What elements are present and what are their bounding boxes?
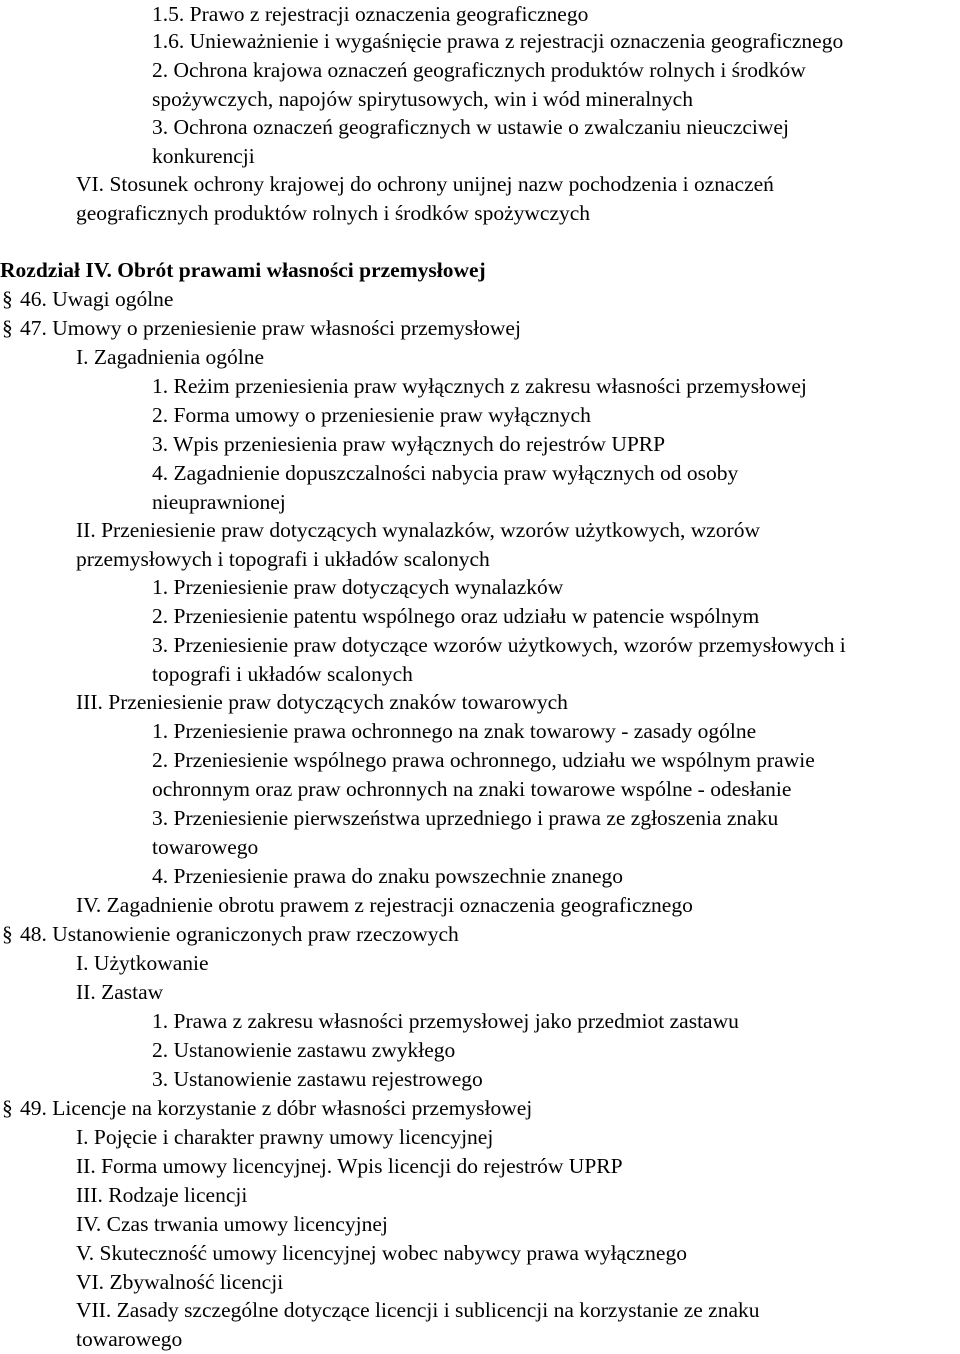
section-sign-icon: § xyxy=(2,922,13,946)
toc-entry xyxy=(76,978,163,1007)
toc-entry-continuation: geograficznych produktów rolnych i środków spożywczych xyxy=(76,201,591,225)
toc-entry-title xyxy=(76,893,693,917)
toc-entry xyxy=(76,891,693,920)
toc-entry xyxy=(2,285,173,314)
toc-entry xyxy=(152,459,738,488)
toc-entry-title xyxy=(152,374,807,398)
toc-entry xyxy=(76,1296,760,1325)
toc-entry-number: V. xyxy=(76,1241,95,1265)
toc-entry-number: 49. xyxy=(20,1096,47,1120)
toc-entry xyxy=(152,804,778,833)
toc-entry-text: Przeniesienie wspólnego prawa ochronnego, udziału we wspólnym prawie xyxy=(173,748,815,772)
toc-entry-title xyxy=(76,1125,493,1149)
toc-entry-text: Zbywalność licencji xyxy=(109,1270,284,1294)
toc-entry-title xyxy=(76,172,774,196)
toc-entry-title xyxy=(152,29,843,53)
toc-entry-number: 48. xyxy=(20,922,47,946)
toc-entry-number: I. xyxy=(76,951,89,975)
toc-entry-title xyxy=(152,719,756,743)
toc-entry-title xyxy=(152,604,759,628)
toc-entry-title xyxy=(20,287,173,311)
toc-entry-title xyxy=(20,922,459,946)
toc-entry-text: Wpis przeniesienia praw wyłącznych do rejestrów UPRP xyxy=(173,432,666,456)
toc-entry-title xyxy=(152,1038,455,1062)
toc-entry-title xyxy=(152,864,623,888)
toc-entry xyxy=(152,862,623,891)
toc-entry-title xyxy=(76,345,264,369)
toc-entry-text: Pojęcie i charakter prawny umowy licencyjnej xyxy=(93,1125,494,1149)
toc-entry-number: 47. xyxy=(20,316,47,340)
toc-entry-text: Zastaw xyxy=(101,980,164,1004)
toc-entry-text: Zagadnienie dopuszczalności nabycia praw wyłącznych od osoby xyxy=(173,461,739,485)
toc-entry xyxy=(152,573,563,602)
toc-entry-title xyxy=(20,1096,532,1120)
toc-entry-number: 1. xyxy=(152,374,169,398)
toc-entry-number: 2. xyxy=(152,58,169,82)
toc-entry-text: Forma umowy licencyjnej. Wpis licencji do rejestrów UPRP xyxy=(101,1154,623,1178)
toc-entry-title xyxy=(152,58,806,82)
toc-entry-title xyxy=(76,1241,687,1265)
toc-entry-continuation: przemysłowych i topografi i układów scalonych xyxy=(76,547,490,571)
toc-entry-text: Czas trwania umowy licencyjnej xyxy=(106,1212,388,1236)
toc-entry xyxy=(152,372,807,401)
toc-entry xyxy=(152,717,756,746)
toc-entry-continuation: ochronnym oraz praw ochronnych na znaki towarowe wspólne - odesłanie xyxy=(152,777,792,801)
toc-entry-number: I. xyxy=(76,345,89,369)
toc-entry-title xyxy=(152,575,563,599)
toc-entry-title xyxy=(76,518,760,542)
toc-entry xyxy=(152,113,789,142)
toc-entry-text: Prawa z zakresu własności przemysłowej jako przedmiot zastawu xyxy=(173,1009,739,1033)
toc-entry xyxy=(76,516,760,545)
toc-entry-number: 3. xyxy=(152,1067,169,1091)
toc-entry-number: 3. xyxy=(152,806,169,830)
toc-entry-title xyxy=(76,951,209,975)
toc-entry-text: Ochrona oznaczeń geograficznych w ustawie o zwalczaniu nieuczciwej xyxy=(173,115,789,139)
toc-entry-number: 1. xyxy=(152,575,169,599)
toc-entry-text: Forma umowy o przeniesienie praw wyłącznych xyxy=(173,403,591,427)
toc-entry-text: Przeniesienie patentu wspólnego oraz udziału w patencie wspólnym xyxy=(173,604,760,628)
toc-entry xyxy=(76,688,568,717)
toc-entry-number: 2. xyxy=(152,1038,169,1062)
toc-entry-text: Przeniesienie praw dotyczących znaków towarowych xyxy=(108,690,568,714)
toc-entry xyxy=(152,1007,739,1036)
toc-entry-title xyxy=(0,258,486,282)
toc-entry-text: Prawo z rejestracji oznaczenia geograficznego xyxy=(189,2,589,26)
toc-entry xyxy=(152,0,588,29)
toc-entry-number: VII. xyxy=(76,1298,112,1322)
toc-entry xyxy=(152,56,806,85)
toc-entry-continuation: topografi i układów scalonych xyxy=(152,662,413,686)
toc-entry xyxy=(152,1036,455,1065)
toc-entry-text: Przeniesienie prawa do znaku powszechnie znanego xyxy=(173,864,624,888)
toc-entry xyxy=(76,170,774,199)
toc-entry xyxy=(152,631,846,660)
toc-entry xyxy=(76,1268,283,1297)
toc-entry-title xyxy=(152,748,815,772)
toc-entry-number: VI. xyxy=(76,172,105,196)
toc-entry xyxy=(152,27,843,56)
toc-entry xyxy=(76,1152,623,1181)
toc-entry-number: 2. xyxy=(152,403,169,427)
toc-entry-text: Reżim przeniesienia praw wyłącznych z zakresu własności przemysłowej xyxy=(173,374,807,398)
toc-entry-title xyxy=(152,115,789,139)
toc-entry-number: VI. xyxy=(76,1270,105,1294)
toc-entry-number: I. xyxy=(76,1125,89,1149)
toc-entry-title xyxy=(76,1154,623,1178)
toc-entry-text: Rodzaje licencji xyxy=(108,1183,248,1207)
toc-entry-text: Ustanowienie zastawu zwykłego xyxy=(173,1038,456,1062)
toc-entry-number: Rozdział IV. xyxy=(0,258,112,282)
toc-entry xyxy=(152,1065,483,1094)
toc-entry-number: II. xyxy=(76,518,96,542)
toc-entry-text: Przeniesienie praw dotyczących wynalazków xyxy=(173,575,564,599)
toc-entry xyxy=(76,1239,687,1268)
toc-entry xyxy=(152,602,759,631)
toc-entry-text: Uwagi ogólne xyxy=(52,287,174,311)
toc-entry-number: II. xyxy=(76,980,96,1004)
toc-entry-number: 2. xyxy=(152,748,169,772)
toc-entry-text: Licencje na korzystanie z dóbr własności przemysłowej xyxy=(52,1096,533,1120)
toc-entry-text: Przeniesienie prawa ochronnego na znak towarowy - zasady ogólne xyxy=(173,719,757,743)
toc-entry-title xyxy=(152,806,778,830)
toc-entry-title xyxy=(76,1183,247,1207)
toc-entry xyxy=(2,1094,532,1123)
section-sign-icon: § xyxy=(2,1096,13,1120)
toc-entry-continuation: konkurencji xyxy=(152,144,255,168)
toc-entry-text: Ochrona krajowa oznaczeń geograficznych produktów rolnych i środków xyxy=(173,58,806,82)
toc-entry-number: 1. xyxy=(152,719,169,743)
toc-entry-title xyxy=(152,633,846,657)
toc-entry xyxy=(76,1123,493,1152)
toc-entry-text: Przeniesienie praw dotyczących wynalazków, wzorów użytkowych, wzorów xyxy=(101,518,760,542)
toc-entry-text: Przeniesienie pierwszeństwa uprzedniego i prawa ze zgłoszenia znaku xyxy=(173,806,779,830)
toc-entry xyxy=(152,430,665,459)
toc-entry-text: Ustanowienie zastawu rejestrowego xyxy=(173,1067,483,1091)
toc-entry xyxy=(76,1210,388,1239)
toc-entry-number: 4. xyxy=(152,461,169,485)
toc-entry-number: IV. xyxy=(76,893,102,917)
toc-entry xyxy=(152,401,591,430)
toc-entry-text: Stosunek ochrony krajowej do ochrony unijnej nazw pochodzenia i oznaczeń xyxy=(109,172,774,196)
toc-entry-number: IV. xyxy=(76,1212,102,1236)
toc-entry xyxy=(76,1181,247,1210)
toc-entry-text: Zasady szczególne dotyczące licencji i sublicencji na korzystanie ze znaku xyxy=(116,1298,760,1322)
toc-entry-title xyxy=(76,690,568,714)
toc-entry-title xyxy=(76,1298,760,1322)
toc-entry-continuation: towarowego xyxy=(152,835,259,859)
toc-entry-number: 46. xyxy=(20,287,47,311)
toc-entry-title xyxy=(152,1009,739,1033)
toc-entry-text: Unieważnienie i wygaśnięcie prawa z rejestracji oznaczenia geograficznego xyxy=(189,29,844,53)
toc-entry xyxy=(76,343,264,372)
toc-entry-text: Umowy o przeniesienie praw własności przemysłowej xyxy=(52,316,521,340)
toc-entry-text: Użytkowanie xyxy=(93,951,209,975)
toc-entry-continuation: nieuprawnionej xyxy=(152,490,286,514)
toc-entry-title xyxy=(152,432,665,456)
toc-entry-text: Zagadnienia ogólne xyxy=(93,345,265,369)
toc-entry-number: 1.6. xyxy=(152,29,185,53)
toc-entry-text: Przeniesienie praw dotyczące wzorów użytkowych, wzorów przemysłowych i xyxy=(173,633,846,657)
section-sign-icon: § xyxy=(2,316,13,340)
toc-entry-continuation: towarowego xyxy=(76,1327,183,1351)
toc-entry-title xyxy=(76,1212,388,1236)
toc-entry xyxy=(2,920,459,949)
toc-entry-title xyxy=(152,1067,483,1091)
toc-entry-text: Obrót prawami własności przemysłowej xyxy=(117,258,486,282)
toc-entry-title xyxy=(152,2,588,26)
toc-entry-text: Skuteczność umowy licencyjnej wobec nabywcy prawa wyłącznego xyxy=(99,1241,687,1265)
chapter-heading xyxy=(0,256,486,285)
toc-entry-title xyxy=(76,1270,283,1294)
toc-entry-number: 2. xyxy=(152,604,169,628)
toc-entry-title xyxy=(152,403,591,427)
toc-entry-title xyxy=(76,980,163,1004)
toc-entry xyxy=(2,314,521,343)
toc-entry-number: 3. xyxy=(152,115,169,139)
toc-entry-number: II. xyxy=(76,1154,96,1178)
section-sign-icon: § xyxy=(2,287,13,311)
toc-entry-number: 1.5. xyxy=(152,2,185,26)
toc-entry-title xyxy=(20,316,521,340)
toc-entry-number: 1. xyxy=(152,1009,169,1033)
toc-entry-number: III. xyxy=(76,1183,103,1207)
toc-entry-text: Zagadnienie obrotu prawem z rejestracji oznaczenia geograficznego xyxy=(106,893,693,917)
toc-entry-text: Ustanowienie ograniczonych praw rzeczowych xyxy=(52,922,459,946)
toc-entry xyxy=(76,949,209,978)
toc-entry-number: 4. xyxy=(152,864,169,888)
toc-entry-continuation: spożywczych, napojów spirytusowych, win i wód mineralnych xyxy=(152,87,693,111)
toc-entry xyxy=(152,746,815,775)
toc-entry-number: III. xyxy=(76,690,103,714)
toc-entry-number: 3. xyxy=(152,432,169,456)
toc-entry-title xyxy=(152,461,738,485)
toc-entry-number: 3. xyxy=(152,633,169,657)
